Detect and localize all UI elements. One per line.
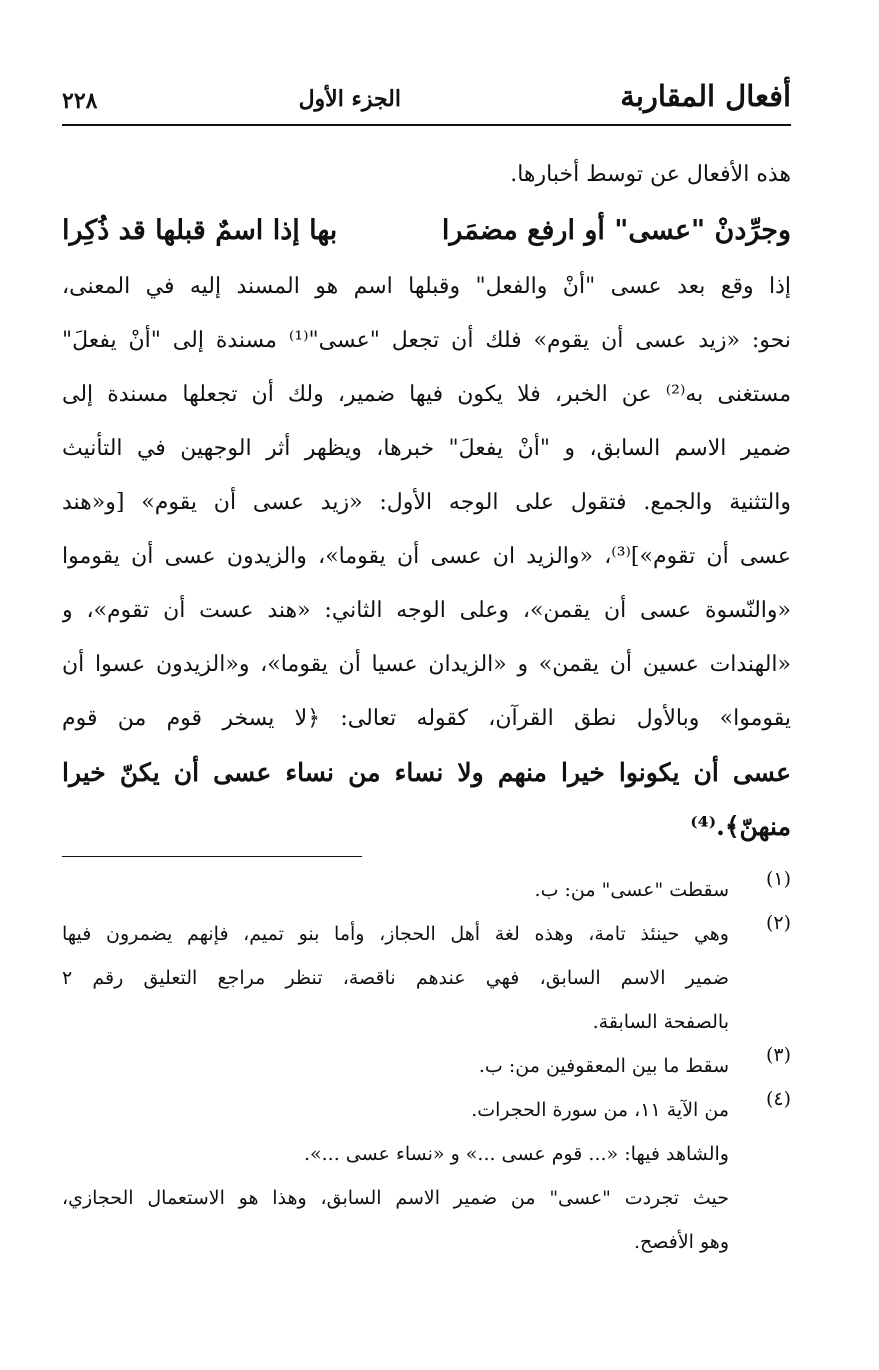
footnote-number: (٣): [765, 1044, 791, 1066]
page-number: ٢٢٨: [62, 88, 98, 114]
footnote: [62, 1088, 791, 1264]
footnote-line: بالصفحة السابقة.: [592, 1011, 729, 1033]
footnote: [62, 912, 791, 1044]
text-line: ضمير الاسم السابق، و "أنْ يفعلَ" خبرها، ويظهر أثر الوجهين في التأنيث: [62, 436, 791, 461]
footnote: [62, 1044, 791, 1088]
poem-verse: [62, 202, 791, 260]
book-page: [62, 0, 791, 1370]
text-line: «الهندات عسين أن يقمن» و «الزيدان عسيا أن يقوما»، و«الزيدون عسوا أن: [62, 652, 791, 677]
footnote-line: سقط ما بين المعقوفين من: ب.: [478, 1055, 729, 1077]
footnote-number: (٤): [765, 1088, 791, 1110]
footnote: [62, 868, 791, 912]
text-line: والتثنية والجمع. فتقول على الوجه الأول: «زيد عسى أن يقوم» [و«هند: [62, 490, 791, 515]
footnote-line: والشاهد فيها: «... قوم عسى ...» و «نساء عسى ...».: [303, 1143, 729, 1165]
footnote-line: وهو الأفصح.: [633, 1231, 729, 1253]
volume-label: الجزء الأول: [298, 86, 401, 112]
footnote-line: ضمير الاسم السابق، فهي عندهم ناقصة، تنظر مراجع التعليق رقم ٢: [62, 967, 729, 989]
footnote-line: حيث تجردت "عسى" من ضمير الاسم السابق، وهذا هو الاستعمال الحجازي،: [62, 1187, 729, 1209]
text-line: «والنّسوة عسى أن يقمن»، وعلى الوجه الثاني: «هند عست أن تقوم»، و: [62, 598, 791, 623]
page-header: [62, 74, 791, 126]
footnote-number: (٢): [765, 912, 791, 934]
text-line: نحو: «زيد عسى أن يقوم» فلك أن تجعل "عسى"⁽¹⁾ مسندة إلى "أنْ يفعلَ": [62, 328, 791, 353]
verse-second-hemistich: بها إذا اسمٌ قبلها قد ذُكِرا: [62, 215, 338, 246]
footnote-separator: [62, 856, 362, 857]
quran-quote-line: عسى أن يكونوا خيرا منهم ولا نساء من نساء عسى أن يكنّ خيرا: [62, 758, 791, 787]
text-line: هذه الأفعال عن توسط أخبارها.: [510, 162, 791, 187]
quran-quote-line: منهنّ﴾.⁽⁴⁾: [690, 812, 791, 841]
footnote-line: وهي حينئذ تامة، وهذه لغة أهل الحجاز، وأما بنو تميم، فإنهم يضمرون فيها: [62, 923, 729, 945]
footnotes: [62, 868, 791, 1264]
text-line: إذا وقع بعد عسى "أنْ والفعل" وقبلها اسم هو المسند إليه في المعنى،: [62, 274, 791, 299]
text-line: مستغنى به⁽²⁾ عن الخبر، فلا يكون فيها ضمير، ولك أن تجعلها مسندة إلى: [62, 382, 791, 407]
chapter-title: أفعال المقاربة: [620, 79, 791, 113]
footnote-line: من الآية ١١، من سورة الحجرات.: [471, 1099, 729, 1121]
text-line: عسى أن تقوم»]⁽³⁾، «والزيد ان عسى أن يقوما»، والزيدون عسى أن يقوموا: [62, 544, 791, 569]
main-text: [62, 148, 791, 854]
footnote-line: سقطت "عسى" من: ب.: [534, 879, 729, 901]
text-line: يقوموا» وبالأول نطق القرآن، كقوله تعالى: ﴿لا يسخر قوم من قوم: [62, 706, 791, 731]
verse-first-hemistich: وجرِّدنْ "عسى" أو ارفع مضمَرا: [441, 215, 791, 246]
footnote-number: (١): [765, 868, 791, 890]
